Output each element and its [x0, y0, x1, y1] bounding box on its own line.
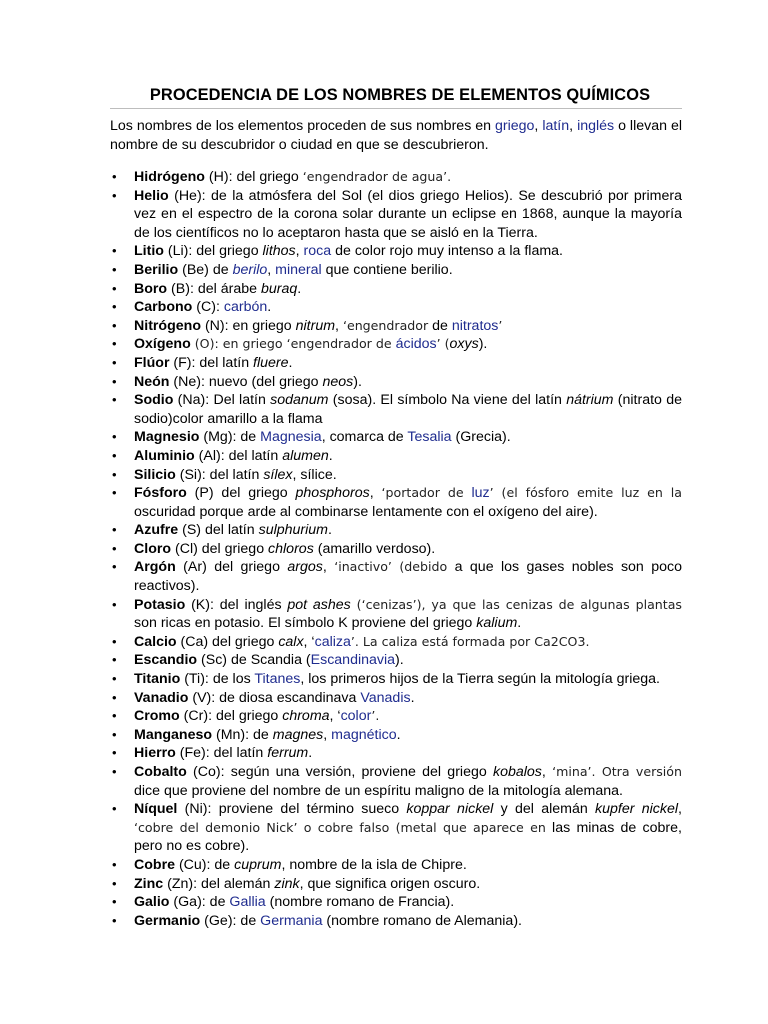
list-item	[110, 317, 682, 336]
list-item	[110, 912, 682, 931]
description-text: (Ca) del griego	[176, 633, 279, 650]
description-text: ,	[322, 559, 335, 576]
italic-term: nitrum	[295, 317, 336, 334]
quoted-text: (O): en griego ‘engendrador de	[190, 336, 396, 352]
description-text: ).	[353, 373, 362, 390]
description-text: (H): del griego	[204, 169, 303, 185]
description-text: (Li): del griego	[163, 243, 263, 260]
description-text: ,	[295, 243, 304, 260]
term-link[interactable]: nitratos	[451, 317, 499, 334]
italic-term: nátrium	[566, 392, 614, 409]
description-text: dice que proviene del nombre de un espíritu maligno de la mitología alemana.	[134, 782, 623, 799]
italic-term: calx	[278, 633, 304, 650]
list-item	[110, 558, 682, 595]
quoted-text: ‘inactivo’ (debido	[334, 559, 448, 575]
italic-term: kalium	[476, 615, 518, 632]
term-link[interactable]: berilo	[232, 261, 268, 278]
list-item	[110, 187, 682, 243]
page-title: PROCEDENCIA DE LOS NOMBRES DE ELEMENTOS QUÍMICOS	[149, 86, 651, 104]
term-link[interactable]: color	[340, 708, 372, 725]
element-name: Argón	[134, 559, 176, 576]
quoted-text: ’.	[371, 708, 380, 724]
term-link[interactable]: luz	[471, 485, 490, 502]
element-name: Hidrógeno	[134, 169, 205, 185]
term-link[interactable]: Germania	[260, 912, 323, 929]
italic-term: neos	[322, 373, 354, 390]
italic-term: koppar nickel	[406, 801, 494, 818]
list-item	[110, 893, 682, 912]
italic-term: cuprum	[234, 856, 282, 873]
italic-term: chloros	[268, 540, 314, 557]
description-text: (S) del latín	[178, 522, 259, 539]
quoted-text: ’. La caliza está formada por Ca2CO3.	[350, 633, 590, 649]
intro-text: o llevan el nombre de su descubridor o ciudad en que se descubrieron.	[110, 118, 682, 153]
description-text: las minas de cobre, pero no es cobre).	[134, 819, 682, 855]
description-text: (Ge): de	[200, 912, 261, 929]
term-link[interactable]: mineral	[275, 261, 322, 278]
element-name: Neón	[134, 373, 170, 390]
term-link[interactable]: Vanadis	[360, 689, 411, 706]
element-name: Flúor	[134, 354, 170, 371]
description-text: ,	[267, 261, 276, 278]
description-text: .	[288, 354, 293, 371]
quoted-text: ‘engendrador de agua’.	[302, 169, 452, 184]
element-name: Nitrógeno	[134, 317, 201, 334]
intro-paragraph	[110, 117, 682, 155]
italic-term: ferrum	[267, 745, 309, 762]
element-name: Titanio	[134, 671, 181, 688]
description-text: (Cu): de	[175, 856, 235, 873]
list-item	[110, 280, 682, 299]
description-text: (Ti): de los	[180, 671, 255, 688]
quoted-text: ‘cobre del demonio Nick’ o cobre falso (metal que aparece en	[134, 819, 546, 835]
list-item	[110, 540, 682, 559]
list-item	[110, 261, 682, 280]
quoted-text: ’ (el fósforo emite luz en la	[489, 485, 682, 501]
description-text: , ‘	[329, 708, 341, 725]
element-name: Litio	[134, 243, 164, 260]
description-text: (Si): del latín	[175, 466, 264, 483]
term-link[interactable]: magnético	[331, 726, 397, 743]
list-item	[110, 521, 682, 540]
description-text: (C):	[192, 299, 224, 316]
list-item	[110, 726, 682, 745]
description-text: de	[428, 317, 452, 334]
list-item	[110, 428, 682, 447]
description-text: (Ne): nuevo (del griego	[169, 373, 323, 390]
term-link[interactable]: roca	[303, 243, 332, 260]
list-item	[110, 335, 682, 354]
description-text: que contiene berilio.	[321, 261, 453, 278]
description-text: (Co): según una versión, proviene del griego	[186, 764, 493, 780]
element-name: Níquel	[134, 801, 178, 818]
description-text: , nombre de la isla de Chipre.	[281, 856, 467, 873]
term-link[interactable]: ácidos	[395, 336, 437, 353]
italic-term: phosphoros	[295, 485, 370, 502]
description-text: y del alemán	[493, 801, 596, 818]
description-text: (Mg): de	[199, 429, 261, 446]
list-item	[110, 707, 682, 726]
description-text: (Ni): proviene del término sueco	[177, 801, 407, 818]
list-item	[110, 651, 682, 670]
term-link[interactable]: Escandinavia	[310, 652, 396, 669]
term-link[interactable]: caliza	[314, 633, 351, 650]
element-name: Cromo	[134, 708, 180, 725]
list-item	[110, 596, 682, 633]
description-text: (Be) de	[178, 261, 233, 278]
description-text: ).	[478, 336, 488, 353]
description-text: (Fe): del latín	[175, 745, 268, 762]
italic-term: oxys	[449, 336, 479, 353]
description-text: (nitrato de sodio)color amarillo a la flama	[134, 392, 682, 427]
description-text: , que significa origen oscuro.	[299, 875, 481, 892]
element-name: Vanadio	[134, 689, 189, 706]
element-name: Cloro	[134, 540, 172, 557]
description-text: ,	[541, 764, 553, 780]
list-item	[110, 484, 682, 521]
element-name: Berilio	[134, 261, 179, 278]
element-name: Silicio	[134, 466, 176, 483]
description-text: .	[396, 726, 401, 743]
description-text: (Ga): de	[169, 894, 230, 911]
description-text: (Zn): del alemán	[163, 875, 275, 892]
title-divider	[110, 108, 682, 109]
description-text: son ricas en potasio. El símbolo K proviene del griego	[134, 615, 477, 632]
description-text: ,	[323, 726, 332, 743]
list-item	[110, 856, 682, 875]
list-item	[110, 633, 682, 652]
description-text: (amarillo verdoso).	[313, 540, 436, 557]
italic-term: fluere	[253, 354, 289, 371]
italic-term: argos	[287, 559, 323, 576]
italic-term: sodanum	[270, 392, 329, 409]
list-item	[110, 298, 682, 317]
list-item	[110, 744, 682, 763]
intro-text: ,	[569, 118, 578, 134]
element-name: Zinc	[134, 875, 164, 892]
quoted-text: ‘portador de	[381, 485, 472, 501]
description-text: (Sc) de Scandia (	[197, 652, 311, 669]
element-name: Germanio	[134, 912, 201, 929]
quoted-text: ‘engendrador	[342, 317, 429, 333]
list-item	[110, 354, 682, 373]
quoted-text: ’ (	[436, 336, 450, 352]
element-name: Potasio	[134, 596, 186, 613]
element-name: Calcio	[134, 633, 177, 650]
term-link[interactable]: Magnesia	[260, 429, 322, 446]
description-text: .	[297, 280, 302, 297]
italic-term: sílex	[263, 466, 293, 483]
element-list	[110, 168, 682, 930]
description-text: .	[308, 745, 313, 762]
element-name: Aluminio	[134, 447, 195, 464]
description-text: (nombre romano de Alemania).	[322, 912, 522, 929]
term-link[interactable]: Tesalia	[407, 429, 452, 446]
element-name: Hierro	[134, 745, 176, 762]
quoted-text: ‘mina’. Otra versión	[552, 764, 682, 779]
element-name: Cobalto	[134, 764, 187, 780]
description-text: oscuridad porque arde al combinarse lentamente con el oxígeno del aire).	[134, 503, 598, 520]
description-text: .	[267, 299, 272, 316]
element-name: Magnesio	[134, 429, 200, 446]
description-text: , ‘	[303, 633, 315, 650]
term-link[interactable]: carbón	[223, 299, 268, 316]
description-text: a que los gases nobles son poco reactivos).	[134, 559, 682, 595]
description-text: (Al): del latín	[194, 447, 283, 464]
list-item	[110, 242, 682, 261]
description-text: , los primeros hijos de la Tierra según la mitología griega.	[300, 671, 660, 688]
description-text: (P) del griego	[186, 485, 296, 502]
element-name: Manganeso	[134, 726, 213, 743]
description-text: (sosa). El símbolo Na viene del latín	[328, 392, 567, 409]
description-text: (nombre romano de Francia).	[265, 894, 455, 911]
element-name: Escandio	[134, 652, 198, 669]
term-link[interactable]: Gallia	[229, 894, 266, 911]
term-link[interactable]: Titanes	[254, 671, 301, 688]
italic-term: sulphurium	[258, 522, 328, 539]
quoted-text: ’	[498, 317, 503, 333]
link-latin[interactable]: latín	[542, 118, 570, 134]
description-text: (V): de diosa escandinava	[188, 689, 361, 706]
description-text: .	[328, 522, 332, 539]
description-text: (He): de la atmósfera del Sol (el dios griego Helios). Se descubrió por primera vez en el espectro de la corona solar durante un eclipse en 1868, aunque la mayoría de los científicos no lo aceptaron hasta que se aisló en la Tierra.	[134, 187, 682, 241]
description-text: (Grecia).	[451, 429, 511, 446]
element-name: Azufre	[134, 522, 179, 539]
italic-term: buraq	[260, 280, 298, 297]
description-text: .	[517, 615, 522, 632]
description-text: .	[328, 447, 333, 464]
description-text: (K): del inglés	[185, 596, 288, 613]
description-text: (Cl) del griego	[171, 540, 269, 557]
element-name: Cobre	[134, 856, 175, 873]
description-text: (N): en griego	[201, 317, 296, 334]
element-name: Helio	[134, 187, 169, 204]
italic-term: chroma	[282, 708, 330, 725]
element-name: Carbono	[134, 299, 193, 316]
description-text: ).	[395, 652, 404, 669]
description-text: (Na): Del latín	[173, 392, 271, 409]
description-text: (Cr): del griego	[179, 708, 283, 725]
list-item	[110, 670, 682, 689]
list-item	[110, 466, 682, 485]
list-item	[110, 763, 682, 800]
description-text: , sílice.	[292, 466, 337, 483]
description-text: ,	[678, 801, 682, 818]
element-name: Sodio	[134, 392, 174, 409]
list-item	[110, 875, 682, 894]
description-text: ,	[335, 317, 343, 334]
description-text: (B): del árabe	[167, 280, 261, 297]
description-text: , comarca de	[321, 429, 408, 446]
list-item	[110, 168, 682, 187]
element-name: Boro	[134, 280, 168, 297]
list-item	[110, 800, 682, 856]
description-text: de color rojo muy intenso a la flama.	[331, 243, 563, 260]
italic-term: zink	[274, 875, 300, 892]
italic-term: lithos	[262, 243, 296, 260]
list-item	[110, 689, 682, 708]
intro-text: Los nombres de los elementos proceden de sus nombres en	[110, 118, 495, 134]
description-text: (F): del latín	[169, 354, 254, 371]
list-item	[110, 391, 682, 428]
link-ingles[interactable]: inglés	[577, 118, 615, 134]
italic-term: kupfer nickel	[595, 801, 679, 818]
element-name: Fósforo	[134, 485, 187, 502]
intro-text: ,	[534, 118, 543, 134]
italic-term: alumen	[282, 447, 329, 464]
italic-term: kobalos	[492, 764, 542, 780]
link-griego[interactable]: griego	[494, 118, 535, 134]
list-item	[110, 373, 682, 392]
quoted-text: (‘cenizas’), ya que las cenizas de algunas plantas	[350, 596, 682, 612]
list-item	[110, 447, 682, 466]
description-text: ,	[369, 485, 382, 502]
italic-term: pot ashes	[287, 596, 351, 613]
element-name: Oxígeno	[134, 336, 191, 353]
italic-term: magnes	[272, 726, 324, 743]
description-text: (Mn): de	[212, 726, 273, 743]
description-text: .	[410, 689, 415, 706]
element-name: Galio	[134, 894, 170, 911]
description-text: (Ar) del griego	[175, 559, 288, 576]
